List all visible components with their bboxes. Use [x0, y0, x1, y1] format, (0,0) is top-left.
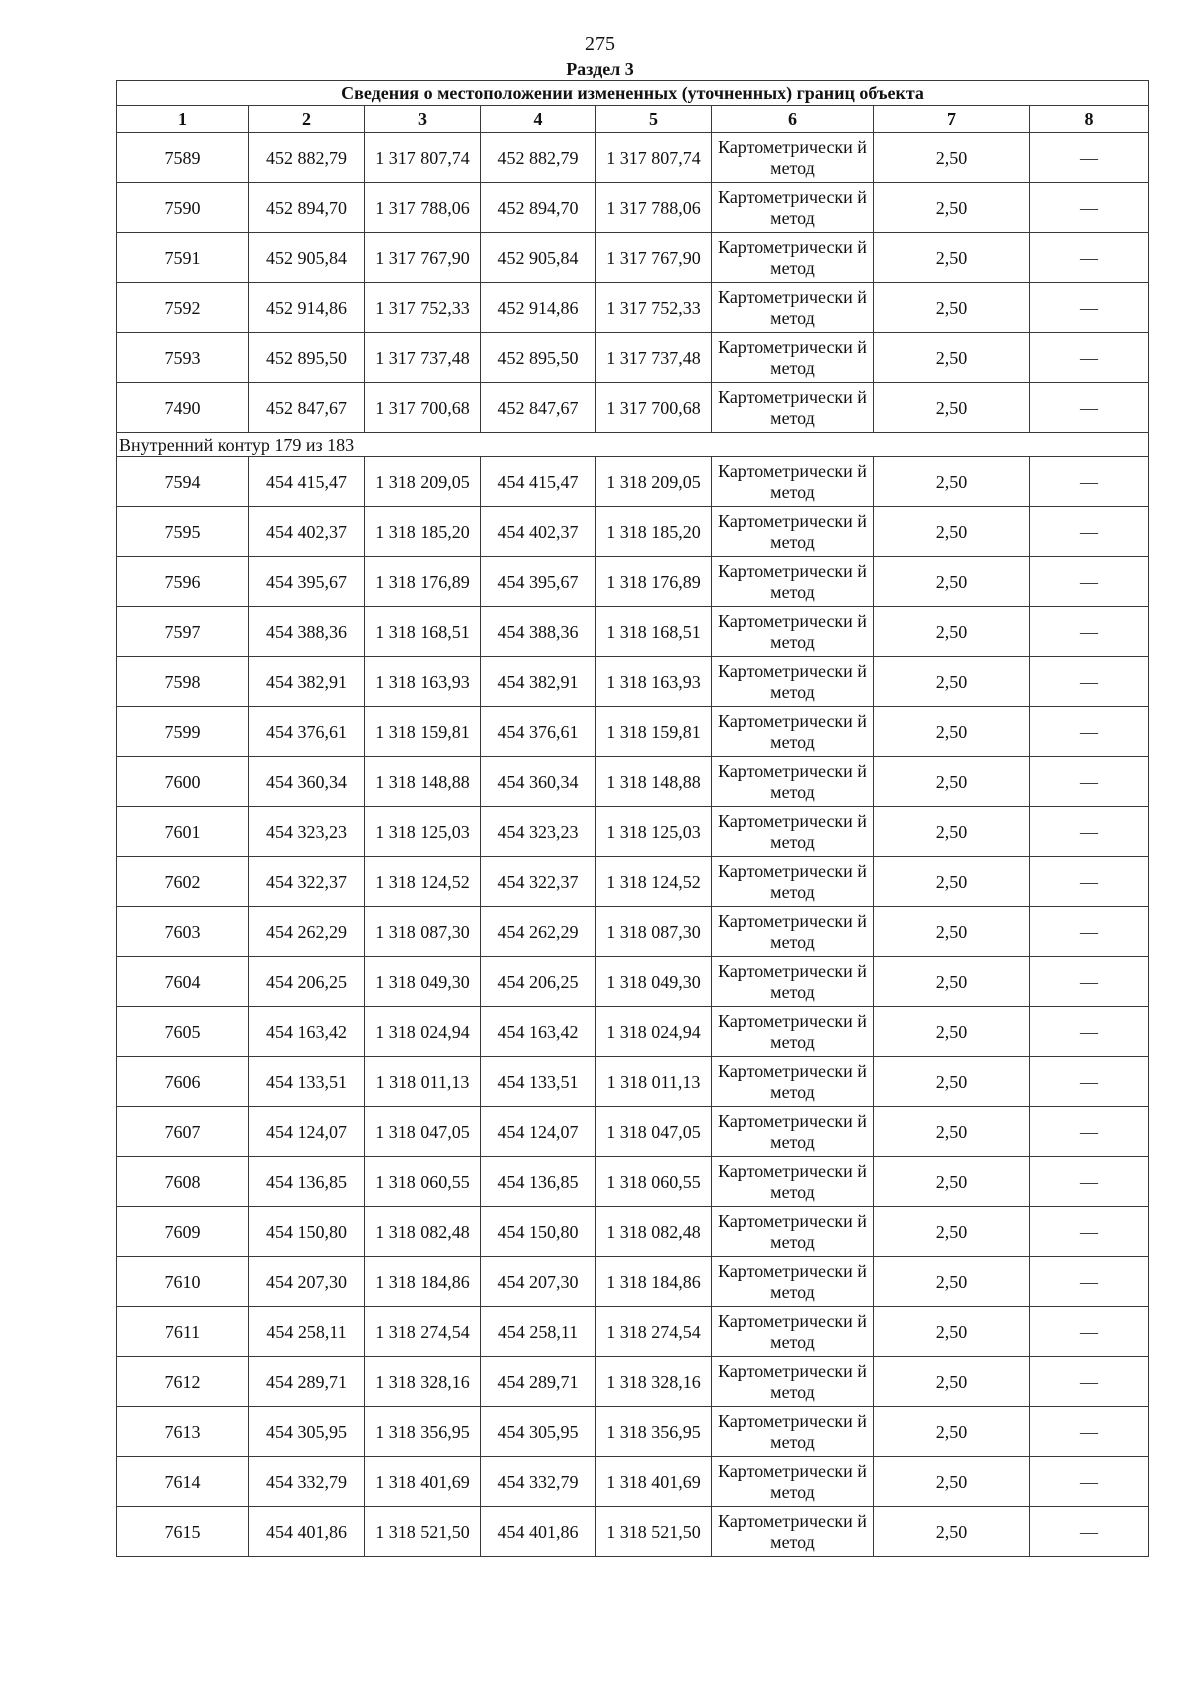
- x-new-cell: 454 415,47: [481, 457, 596, 507]
- y-old-cell: 1 318 209,05: [365, 457, 481, 507]
- x-old-cell: 454 332,79: [249, 1457, 365, 1507]
- table-caption: Сведения о местоположении измененных (уточненных) границ объекта: [117, 81, 1149, 106]
- x-new-cell: 454 382,91: [481, 657, 596, 707]
- table-row: [117, 657, 1149, 707]
- method-cell: Картометрически й метод: [712, 957, 874, 1007]
- point-number-cell: 7612: [117, 1357, 249, 1407]
- x-new-cell: 454 262,29: [481, 907, 596, 957]
- x-old-cell: 454 360,34: [249, 757, 365, 807]
- x-old-cell: 452 894,70: [249, 183, 365, 233]
- method-cell: Картометрически й метод: [712, 1307, 874, 1357]
- method-cell: Картометрически й метод: [712, 283, 874, 333]
- description-cell: —: [1030, 1507, 1149, 1557]
- method-cell: Картометрически й метод: [712, 1107, 874, 1157]
- x-new-cell: 452 914,86: [481, 283, 596, 333]
- method-cell: Картометрически й метод: [712, 1007, 874, 1057]
- x-old-cell: 454 150,80: [249, 1207, 365, 1257]
- table-row: [117, 183, 1149, 233]
- description-cell: —: [1030, 1407, 1149, 1457]
- y-old-cell: 1 318 159,81: [365, 707, 481, 757]
- x-old-cell: 454 382,91: [249, 657, 365, 707]
- x-new-cell: 454 150,80: [481, 1207, 596, 1257]
- point-number-cell: 7600: [117, 757, 249, 807]
- description-cell: —: [1030, 1157, 1149, 1207]
- x-new-cell: 454 133,51: [481, 1057, 596, 1107]
- method-cell: Картометрически й метод: [712, 233, 874, 283]
- point-number-cell: 7611: [117, 1307, 249, 1357]
- table-row: [117, 133, 1149, 183]
- x-new-cell: 452 894,70: [481, 183, 596, 233]
- x-new-cell: 454 332,79: [481, 1457, 596, 1507]
- y-old-cell: 1 318 274,54: [365, 1307, 481, 1357]
- y-old-cell: 1 318 356,95: [365, 1407, 481, 1457]
- x-new-cell: 454 401,86: [481, 1507, 596, 1557]
- x-new-cell: 454 360,34: [481, 757, 596, 807]
- x-old-cell: 454 402,37: [249, 507, 365, 557]
- point-number-cell: 7590: [117, 183, 249, 233]
- point-number-cell: 7602: [117, 857, 249, 907]
- y-old-cell: 1 318 125,03: [365, 807, 481, 857]
- accuracy-cell: 2,50: [874, 283, 1030, 333]
- method-cell: Картометрически й метод: [712, 757, 874, 807]
- x-new-cell: 454 289,71: [481, 1357, 596, 1407]
- accuracy-cell: 2,50: [874, 507, 1030, 557]
- table-row: [117, 1007, 1149, 1057]
- description-cell: —: [1030, 233, 1149, 283]
- table-row: [117, 283, 1149, 333]
- accuracy-cell: 2,50: [874, 1407, 1030, 1457]
- column-header: 6: [712, 106, 874, 133]
- x-new-cell: 454 136,85: [481, 1157, 596, 1207]
- column-header: 3: [365, 106, 481, 133]
- x-old-cell: 454 262,29: [249, 907, 365, 957]
- x-new-cell: 454 207,30: [481, 1257, 596, 1307]
- method-cell: Картометрически й метод: [712, 1157, 874, 1207]
- y-old-cell: 1 318 176,89: [365, 557, 481, 607]
- table-header-row: [117, 106, 1149, 133]
- column-header: 4: [481, 106, 596, 133]
- y-old-cell: 1 317 752,33: [365, 283, 481, 333]
- y-new-cell: 1 318 163,93: [596, 657, 712, 707]
- accuracy-cell: 2,50: [874, 557, 1030, 607]
- y-new-cell: 1 318 401,69: [596, 1457, 712, 1507]
- x-new-cell: 454 388,36: [481, 607, 596, 657]
- y-new-cell: 1 318 176,89: [596, 557, 712, 607]
- table-row: [117, 1307, 1149, 1357]
- y-new-cell: 1 317 737,48: [596, 333, 712, 383]
- x-old-cell: 454 289,71: [249, 1357, 365, 1407]
- y-old-cell: 1 318 124,52: [365, 857, 481, 907]
- y-new-cell: 1 318 047,05: [596, 1107, 712, 1157]
- method-cell: Картометрически й метод: [712, 1457, 874, 1507]
- section-title: Раздел 3: [566, 59, 634, 79]
- y-old-cell: 1 318 184,86: [365, 1257, 481, 1307]
- x-old-cell: 454 322,37: [249, 857, 365, 907]
- table-row: [117, 557, 1149, 607]
- method-cell: Картометрически й метод: [712, 1257, 874, 1307]
- y-old-cell: 1 318 163,93: [365, 657, 481, 707]
- x-old-cell: 454 133,51: [249, 1057, 365, 1107]
- table-row: [117, 333, 1149, 383]
- description-cell: —: [1030, 1207, 1149, 1257]
- accuracy-cell: 2,50: [874, 1507, 1030, 1557]
- accuracy-cell: 2,50: [874, 957, 1030, 1007]
- accuracy-cell: 2,50: [874, 757, 1030, 807]
- table-row: [117, 857, 1149, 907]
- point-number-cell: 7601: [117, 807, 249, 857]
- table-row: [117, 457, 1149, 507]
- y-old-cell: 1 318 185,20: [365, 507, 481, 557]
- x-old-cell: 452 847,67: [249, 383, 365, 433]
- point-number-cell: 7593: [117, 333, 249, 383]
- accuracy-cell: 2,50: [874, 233, 1030, 283]
- table-row: [117, 807, 1149, 857]
- y-new-cell: 1 318 125,03: [596, 807, 712, 857]
- table-row: [117, 383, 1149, 433]
- description-cell: —: [1030, 907, 1149, 957]
- x-old-cell: 454 163,42: [249, 1007, 365, 1057]
- y-new-cell: 1 317 767,90: [596, 233, 712, 283]
- method-cell: Картометрически й метод: [712, 133, 874, 183]
- x-old-cell: 452 882,79: [249, 133, 365, 183]
- method-cell: Картометрически й метод: [712, 1407, 874, 1457]
- accuracy-cell: 2,50: [874, 133, 1030, 183]
- table-row: [117, 1457, 1149, 1507]
- point-number-cell: 7599: [117, 707, 249, 757]
- description-cell: —: [1030, 1357, 1149, 1407]
- y-new-cell: 1 318 184,86: [596, 1257, 712, 1307]
- description-cell: —: [1030, 333, 1149, 383]
- point-number-cell: 7606: [117, 1057, 249, 1107]
- method-cell: Картометрически й метод: [712, 383, 874, 433]
- method-cell: Картометрически й метод: [712, 907, 874, 957]
- x-new-cell: 454 163,42: [481, 1007, 596, 1057]
- method-cell: Картометрически й метод: [712, 707, 874, 757]
- accuracy-cell: 2,50: [874, 1057, 1030, 1107]
- contour-row: [117, 433, 1149, 457]
- y-new-cell: 1 318 168,51: [596, 607, 712, 657]
- accuracy-cell: 2,50: [874, 183, 1030, 233]
- x-new-cell: 454 206,25: [481, 957, 596, 1007]
- y-new-cell: 1 317 700,68: [596, 383, 712, 433]
- table-caption-row: [117, 81, 1149, 106]
- y-new-cell: 1 318 060,55: [596, 1157, 712, 1207]
- x-new-cell: 452 847,67: [481, 383, 596, 433]
- x-new-cell: 454 376,61: [481, 707, 596, 757]
- x-old-cell: 454 207,30: [249, 1257, 365, 1307]
- point-number-cell: 7594: [117, 457, 249, 507]
- description-cell: —: [1030, 133, 1149, 183]
- description-cell: —: [1030, 283, 1149, 333]
- y-new-cell: 1 318 087,30: [596, 907, 712, 957]
- table-row: [117, 1107, 1149, 1157]
- column-header: 8: [1030, 106, 1149, 133]
- x-new-cell: 452 895,50: [481, 333, 596, 383]
- point-number-cell: 7614: [117, 1457, 249, 1507]
- y-new-cell: 1 318 185,20: [596, 507, 712, 557]
- description-cell: —: [1030, 183, 1149, 233]
- table-row: [117, 1207, 1149, 1257]
- table-row: [117, 907, 1149, 957]
- description-cell: —: [1030, 1457, 1149, 1507]
- accuracy-cell: 2,50: [874, 657, 1030, 707]
- table-row: [117, 1257, 1149, 1307]
- point-number-cell: 7490: [117, 383, 249, 433]
- method-cell: Картометрически й метод: [712, 807, 874, 857]
- point-number-cell: 7596: [117, 557, 249, 607]
- method-cell: Картометрически й метод: [712, 183, 874, 233]
- y-old-cell: 1 318 168,51: [365, 607, 481, 657]
- x-old-cell: 452 905,84: [249, 233, 365, 283]
- point-number-cell: 7608: [117, 1157, 249, 1207]
- accuracy-cell: 2,50: [874, 607, 1030, 657]
- x-old-cell: 452 895,50: [249, 333, 365, 383]
- x-new-cell: 454 322,37: [481, 857, 596, 907]
- table-row: [117, 1357, 1149, 1407]
- x-new-cell: 452 905,84: [481, 233, 596, 283]
- table-row: [117, 1407, 1149, 1457]
- point-number-cell: 7607: [117, 1107, 249, 1157]
- point-number-cell: 7603: [117, 907, 249, 957]
- y-new-cell: 1 318 521,50: [596, 1507, 712, 1557]
- description-cell: —: [1030, 1257, 1149, 1307]
- y-old-cell: 1 317 788,06: [365, 183, 481, 233]
- method-cell: Картометрически й метод: [712, 1207, 874, 1257]
- y-old-cell: 1 318 521,50: [365, 1507, 481, 1557]
- table-row: [117, 1057, 1149, 1107]
- point-number-cell: 7605: [117, 1007, 249, 1057]
- y-new-cell: 1 318 159,81: [596, 707, 712, 757]
- description-cell: —: [1030, 607, 1149, 657]
- method-cell: Картометрически й метод: [712, 557, 874, 607]
- y-new-cell: 1 318 356,95: [596, 1407, 712, 1457]
- x-old-cell: 454 206,25: [249, 957, 365, 1007]
- point-number-cell: 7609: [117, 1207, 249, 1257]
- method-cell: Картометрически й метод: [712, 1057, 874, 1107]
- coordinates-table: [116, 80, 1149, 1557]
- x-new-cell: 454 402,37: [481, 507, 596, 557]
- x-old-cell: 454 401,86: [249, 1507, 365, 1557]
- table-row: [117, 957, 1149, 1007]
- accuracy-cell: 2,50: [874, 1357, 1030, 1407]
- y-new-cell: 1 317 807,74: [596, 133, 712, 183]
- x-new-cell: 454 323,23: [481, 807, 596, 857]
- description-cell: —: [1030, 507, 1149, 557]
- point-number-cell: 7591: [117, 233, 249, 283]
- description-cell: —: [1030, 657, 1149, 707]
- x-new-cell: 454 395,67: [481, 557, 596, 607]
- x-old-cell: 454 395,67: [249, 557, 365, 607]
- table-row: [117, 1157, 1149, 1207]
- x-new-cell: 454 305,95: [481, 1407, 596, 1457]
- y-new-cell: 1 318 209,05: [596, 457, 712, 507]
- description-cell: —: [1030, 707, 1149, 757]
- method-cell: Картометрически й метод: [712, 333, 874, 383]
- y-old-cell: 1 318 060,55: [365, 1157, 481, 1207]
- column-header: 5: [596, 106, 712, 133]
- table-row: [117, 757, 1149, 807]
- y-new-cell: 1 317 752,33: [596, 283, 712, 333]
- description-cell: —: [1030, 1057, 1149, 1107]
- page-number: 275: [585, 33, 615, 55]
- x-old-cell: 454 124,07: [249, 1107, 365, 1157]
- point-number-cell: 7610: [117, 1257, 249, 1307]
- y-new-cell: 1 318 024,94: [596, 1007, 712, 1057]
- method-cell: Картометрически й метод: [712, 857, 874, 907]
- accuracy-cell: 2,50: [874, 857, 1030, 907]
- accuracy-cell: 2,50: [874, 1257, 1030, 1307]
- y-new-cell: 1 318 082,48: [596, 1207, 712, 1257]
- method-cell: Картометрически й метод: [712, 657, 874, 707]
- accuracy-cell: 2,50: [874, 1007, 1030, 1057]
- x-old-cell: 454 388,36: [249, 607, 365, 657]
- table-row: [117, 1507, 1149, 1557]
- x-old-cell: 454 376,61: [249, 707, 365, 757]
- accuracy-cell: 2,50: [874, 1157, 1030, 1207]
- description-cell: —: [1030, 957, 1149, 1007]
- x-old-cell: 454 258,11: [249, 1307, 365, 1357]
- column-header: 1: [117, 106, 249, 133]
- description-cell: —: [1030, 807, 1149, 857]
- x-old-cell: 454 136,85: [249, 1157, 365, 1207]
- table-row: [117, 607, 1149, 657]
- y-new-cell: 1 318 011,13: [596, 1057, 712, 1107]
- x-new-cell: 454 258,11: [481, 1307, 596, 1357]
- description-cell: —: [1030, 857, 1149, 907]
- point-number-cell: 7589: [117, 133, 249, 183]
- accuracy-cell: 2,50: [874, 1207, 1030, 1257]
- point-number-cell: 7595: [117, 507, 249, 557]
- method-cell: Картометрически й метод: [712, 1357, 874, 1407]
- y-new-cell: 1 318 049,30: [596, 957, 712, 1007]
- point-number-cell: 7597: [117, 607, 249, 657]
- y-new-cell: 1 318 124,52: [596, 857, 712, 907]
- description-cell: —: [1030, 1007, 1149, 1057]
- method-cell: Картометрически й метод: [712, 607, 874, 657]
- description-cell: —: [1030, 557, 1149, 607]
- method-cell: Картометрически й метод: [712, 507, 874, 557]
- method-cell: Картометрически й метод: [712, 1507, 874, 1557]
- point-number-cell: 7598: [117, 657, 249, 707]
- x-old-cell: 452 914,86: [249, 283, 365, 333]
- description-cell: —: [1030, 1307, 1149, 1357]
- y-old-cell: 1 318 047,05: [365, 1107, 481, 1157]
- description-cell: —: [1030, 1107, 1149, 1157]
- accuracy-cell: 2,50: [874, 707, 1030, 757]
- y-old-cell: 1 318 082,48: [365, 1207, 481, 1257]
- y-old-cell: 1 317 737,48: [365, 333, 481, 383]
- description-cell: —: [1030, 757, 1149, 807]
- x-new-cell: 452 882,79: [481, 133, 596, 183]
- y-old-cell: 1 318 024,94: [365, 1007, 481, 1057]
- accuracy-cell: 2,50: [874, 1107, 1030, 1157]
- y-old-cell: 1 318 049,30: [365, 957, 481, 1007]
- y-old-cell: 1 317 700,68: [365, 383, 481, 433]
- contour-label: Внутренний контур 179 из 183: [117, 433, 1149, 457]
- accuracy-cell: 2,50: [874, 807, 1030, 857]
- y-new-cell: 1 317 788,06: [596, 183, 712, 233]
- description-cell: —: [1030, 383, 1149, 433]
- column-header: 7: [874, 106, 1030, 133]
- accuracy-cell: 2,50: [874, 1307, 1030, 1357]
- x-old-cell: 454 415,47: [249, 457, 365, 507]
- y-old-cell: 1 317 767,90: [365, 233, 481, 283]
- accuracy-cell: 2,50: [874, 383, 1030, 433]
- y-new-cell: 1 318 148,88: [596, 757, 712, 807]
- table-row: [117, 507, 1149, 557]
- y-old-cell: 1 318 401,69: [365, 1457, 481, 1507]
- table-body: [117, 81, 1149, 1557]
- x-old-cell: 454 323,23: [249, 807, 365, 857]
- column-header: 2: [249, 106, 365, 133]
- table-row: [117, 233, 1149, 283]
- point-number-cell: 7592: [117, 283, 249, 333]
- method-cell: Картометрически й метод: [712, 457, 874, 507]
- y-new-cell: 1 318 328,16: [596, 1357, 712, 1407]
- x-new-cell: 454 124,07: [481, 1107, 596, 1157]
- table-row: [117, 707, 1149, 757]
- accuracy-cell: 2,50: [874, 457, 1030, 507]
- point-number-cell: 7613: [117, 1407, 249, 1457]
- point-number-cell: 7604: [117, 957, 249, 1007]
- accuracy-cell: 2,50: [874, 333, 1030, 383]
- y-new-cell: 1 318 274,54: [596, 1307, 712, 1357]
- point-number-cell: 7615: [117, 1507, 249, 1557]
- accuracy-cell: 2,50: [874, 1457, 1030, 1507]
- y-old-cell: 1 318 148,88: [365, 757, 481, 807]
- y-old-cell: 1 318 328,16: [365, 1357, 481, 1407]
- y-old-cell: 1 318 087,30: [365, 907, 481, 957]
- y-old-cell: 1 318 011,13: [365, 1057, 481, 1107]
- description-cell: —: [1030, 457, 1149, 507]
- x-old-cell: 454 305,95: [249, 1407, 365, 1457]
- y-old-cell: 1 317 807,74: [365, 133, 481, 183]
- accuracy-cell: 2,50: [874, 907, 1030, 957]
